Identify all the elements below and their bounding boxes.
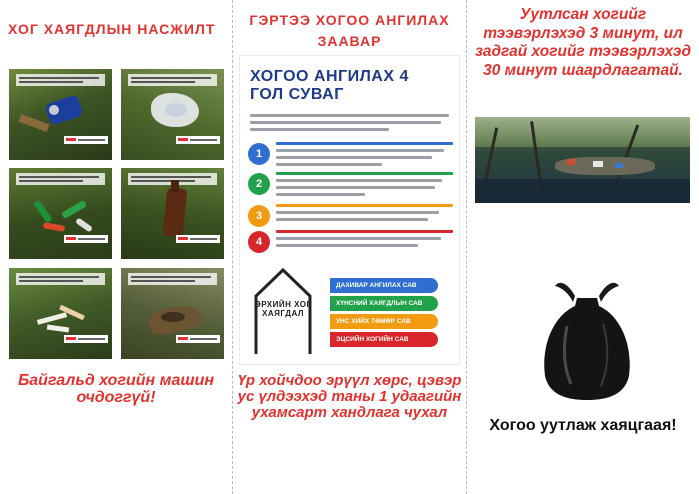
panel3-footer: Хогоо уутлаж хаяцгаая! — [489, 417, 677, 434]
panel-waste-decomposition — [0, 0, 232, 494]
step-2-number: 2 — [248, 173, 270, 195]
photo-bottles — [9, 168, 112, 259]
house-label: ӨРХИЙН ХОГ ХАЯГДАЛ — [254, 300, 312, 318]
intro-text — [250, 114, 449, 135]
panel2-heading: ГЭРТЭЭ ХОГОО АНГИЛАХ ЗААВАР — [249, 12, 450, 49]
photo-plastic — [121, 69, 224, 160]
bin-recyclables: ДАХИВАР АНГИЛАХ САВ — [330, 278, 438, 293]
photo-cigarettes — [9, 268, 112, 359]
trash-bag-icon — [537, 276, 637, 401]
photo-polluted-pond — [475, 117, 690, 203]
photo-shoe — [121, 268, 224, 359]
step-4-number: 4 — [248, 231, 270, 253]
panel2-caption: Үр хойчдоо эрүүл хөрс, цэвэр ус үлдээхэд таны 1 удаагийн ухамсарт хандлага чухал — [237, 372, 462, 421]
photo-can — [9, 69, 112, 160]
panel-sorting-guide — [233, 0, 466, 494]
step-3-number: 3 — [248, 205, 270, 227]
panel-bag-your-waste — [467, 0, 699, 494]
bin-food-waste: ХҮНСНИЙ ХАЯГДЛЫН САВ — [330, 296, 438, 311]
bin-final-waste: ЭЦСИЙН ХОГИЙН САВ — [330, 332, 438, 347]
panel1-heading: ХОГ ХАЯГДЛЫН НАСЖИЛТ — [8, 21, 216, 37]
panel3-heading: Уутлсан хогийг тээвэрлэхэд 3 минут, ил задгай хогийг тээвэрлэхэд 30 минут шаардлагатай. — [474, 6, 692, 79]
bin-ash-metal: УНС ХИЙХ ТӨМӨР САВ — [330, 314, 438, 329]
step-2 — [240, 170, 461, 202]
sorting-infographic — [239, 55, 460, 365]
photo-glass-bottle — [121, 168, 224, 259]
step-4 — [240, 228, 461, 260]
step-1 — [240, 140, 461, 172]
panel1-caption: Байгальд хогийн машин очдоггүй! — [17, 372, 215, 406]
step-1-number: 1 — [248, 143, 270, 165]
infographic-title: ХОГОО АНГИЛАХ 4 ГОЛ СУВАГ — [250, 68, 409, 103]
